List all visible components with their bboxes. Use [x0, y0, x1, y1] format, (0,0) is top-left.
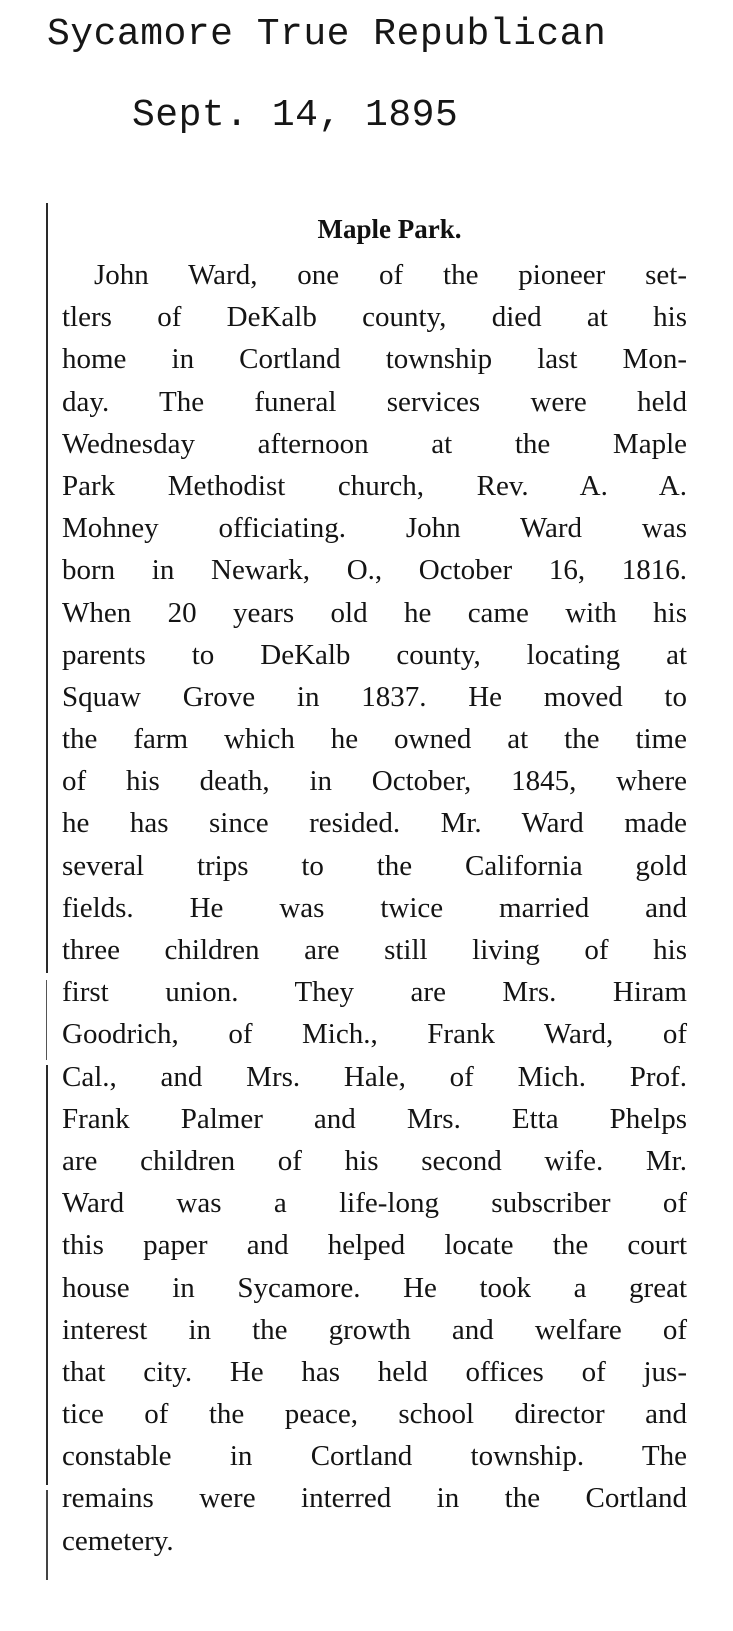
column-rule [46, 1490, 48, 1580]
article-line: tice of the peace, school director and [62, 1398, 687, 1431]
column-rule [46, 203, 48, 973]
article-line: Frank Palmer and Mrs. Etta Phelps [62, 1102, 687, 1135]
column-rule [46, 1065, 48, 1485]
article-line: constable in Cortland township. The [62, 1440, 687, 1473]
article-line: Cal., and Mrs. Hale, of Mich. Prof. [62, 1060, 687, 1093]
article-line: three children are still living of his [62, 934, 687, 966]
issue-date: Sept. 14, 1895 [132, 94, 459, 137]
article-line: day. The funeral services were held [62, 385, 687, 418]
article-line: house in Sycamore. He took a great [62, 1271, 687, 1304]
article-line: the farm which he owned at the time [62, 723, 687, 756]
article-line: tlers of DeKalb county, died at his [62, 301, 687, 334]
article-line: Squaw Grove in 1837. He moved to [62, 680, 687, 713]
article-line: several trips to the California gold [62, 849, 687, 882]
article-column [62, 210, 687, 1562]
article-line: Goodrich, of Mich., Frank Ward, of [62, 1018, 687, 1051]
article-line: he has since resided. Mr. Ward made [62, 807, 687, 840]
column-rule [46, 980, 47, 1060]
article-line: Park Methodist church, Rev. A. A. [62, 469, 687, 502]
article-line: John Ward, one of the pioneer set- [94, 259, 687, 291]
article-line: born in Newark, O., October 16, 1816. [62, 554, 687, 587]
article-line: first union. They are Mrs. Hiram [62, 976, 687, 1009]
article-line: Wednesday afternoon at the Maple [62, 427, 687, 460]
article-line: fields. He was twice married and [62, 891, 687, 924]
article-line: parents to DeKalb county, locating at [62, 638, 687, 671]
article-line: cemetery. [62, 1524, 174, 1557]
article-line: remains were interred in the Cortland [62, 1482, 687, 1515]
article-headline: Maple Park. [317, 214, 462, 244]
article-line: of his death, in October, 1845, where [62, 765, 687, 798]
article-line: Mohney officiating. John Ward was [62, 512, 687, 545]
article-line: home in Cortland township last Mon- [62, 343, 687, 376]
article-line: interest in the growth and welfare of [62, 1313, 687, 1346]
newspaper-name: Sycamore True Republican [47, 13, 607, 56]
article-line: are children of his second wife. Mr. [62, 1144, 687, 1177]
article-line: Ward was a life-long subscriber of [62, 1187, 687, 1220]
article-line: this paper and helped locate the court [62, 1229, 687, 1262]
article-line: When 20 years old he came with his [62, 596, 687, 629]
article-line: that city. He has held offices of jus- [62, 1355, 687, 1388]
